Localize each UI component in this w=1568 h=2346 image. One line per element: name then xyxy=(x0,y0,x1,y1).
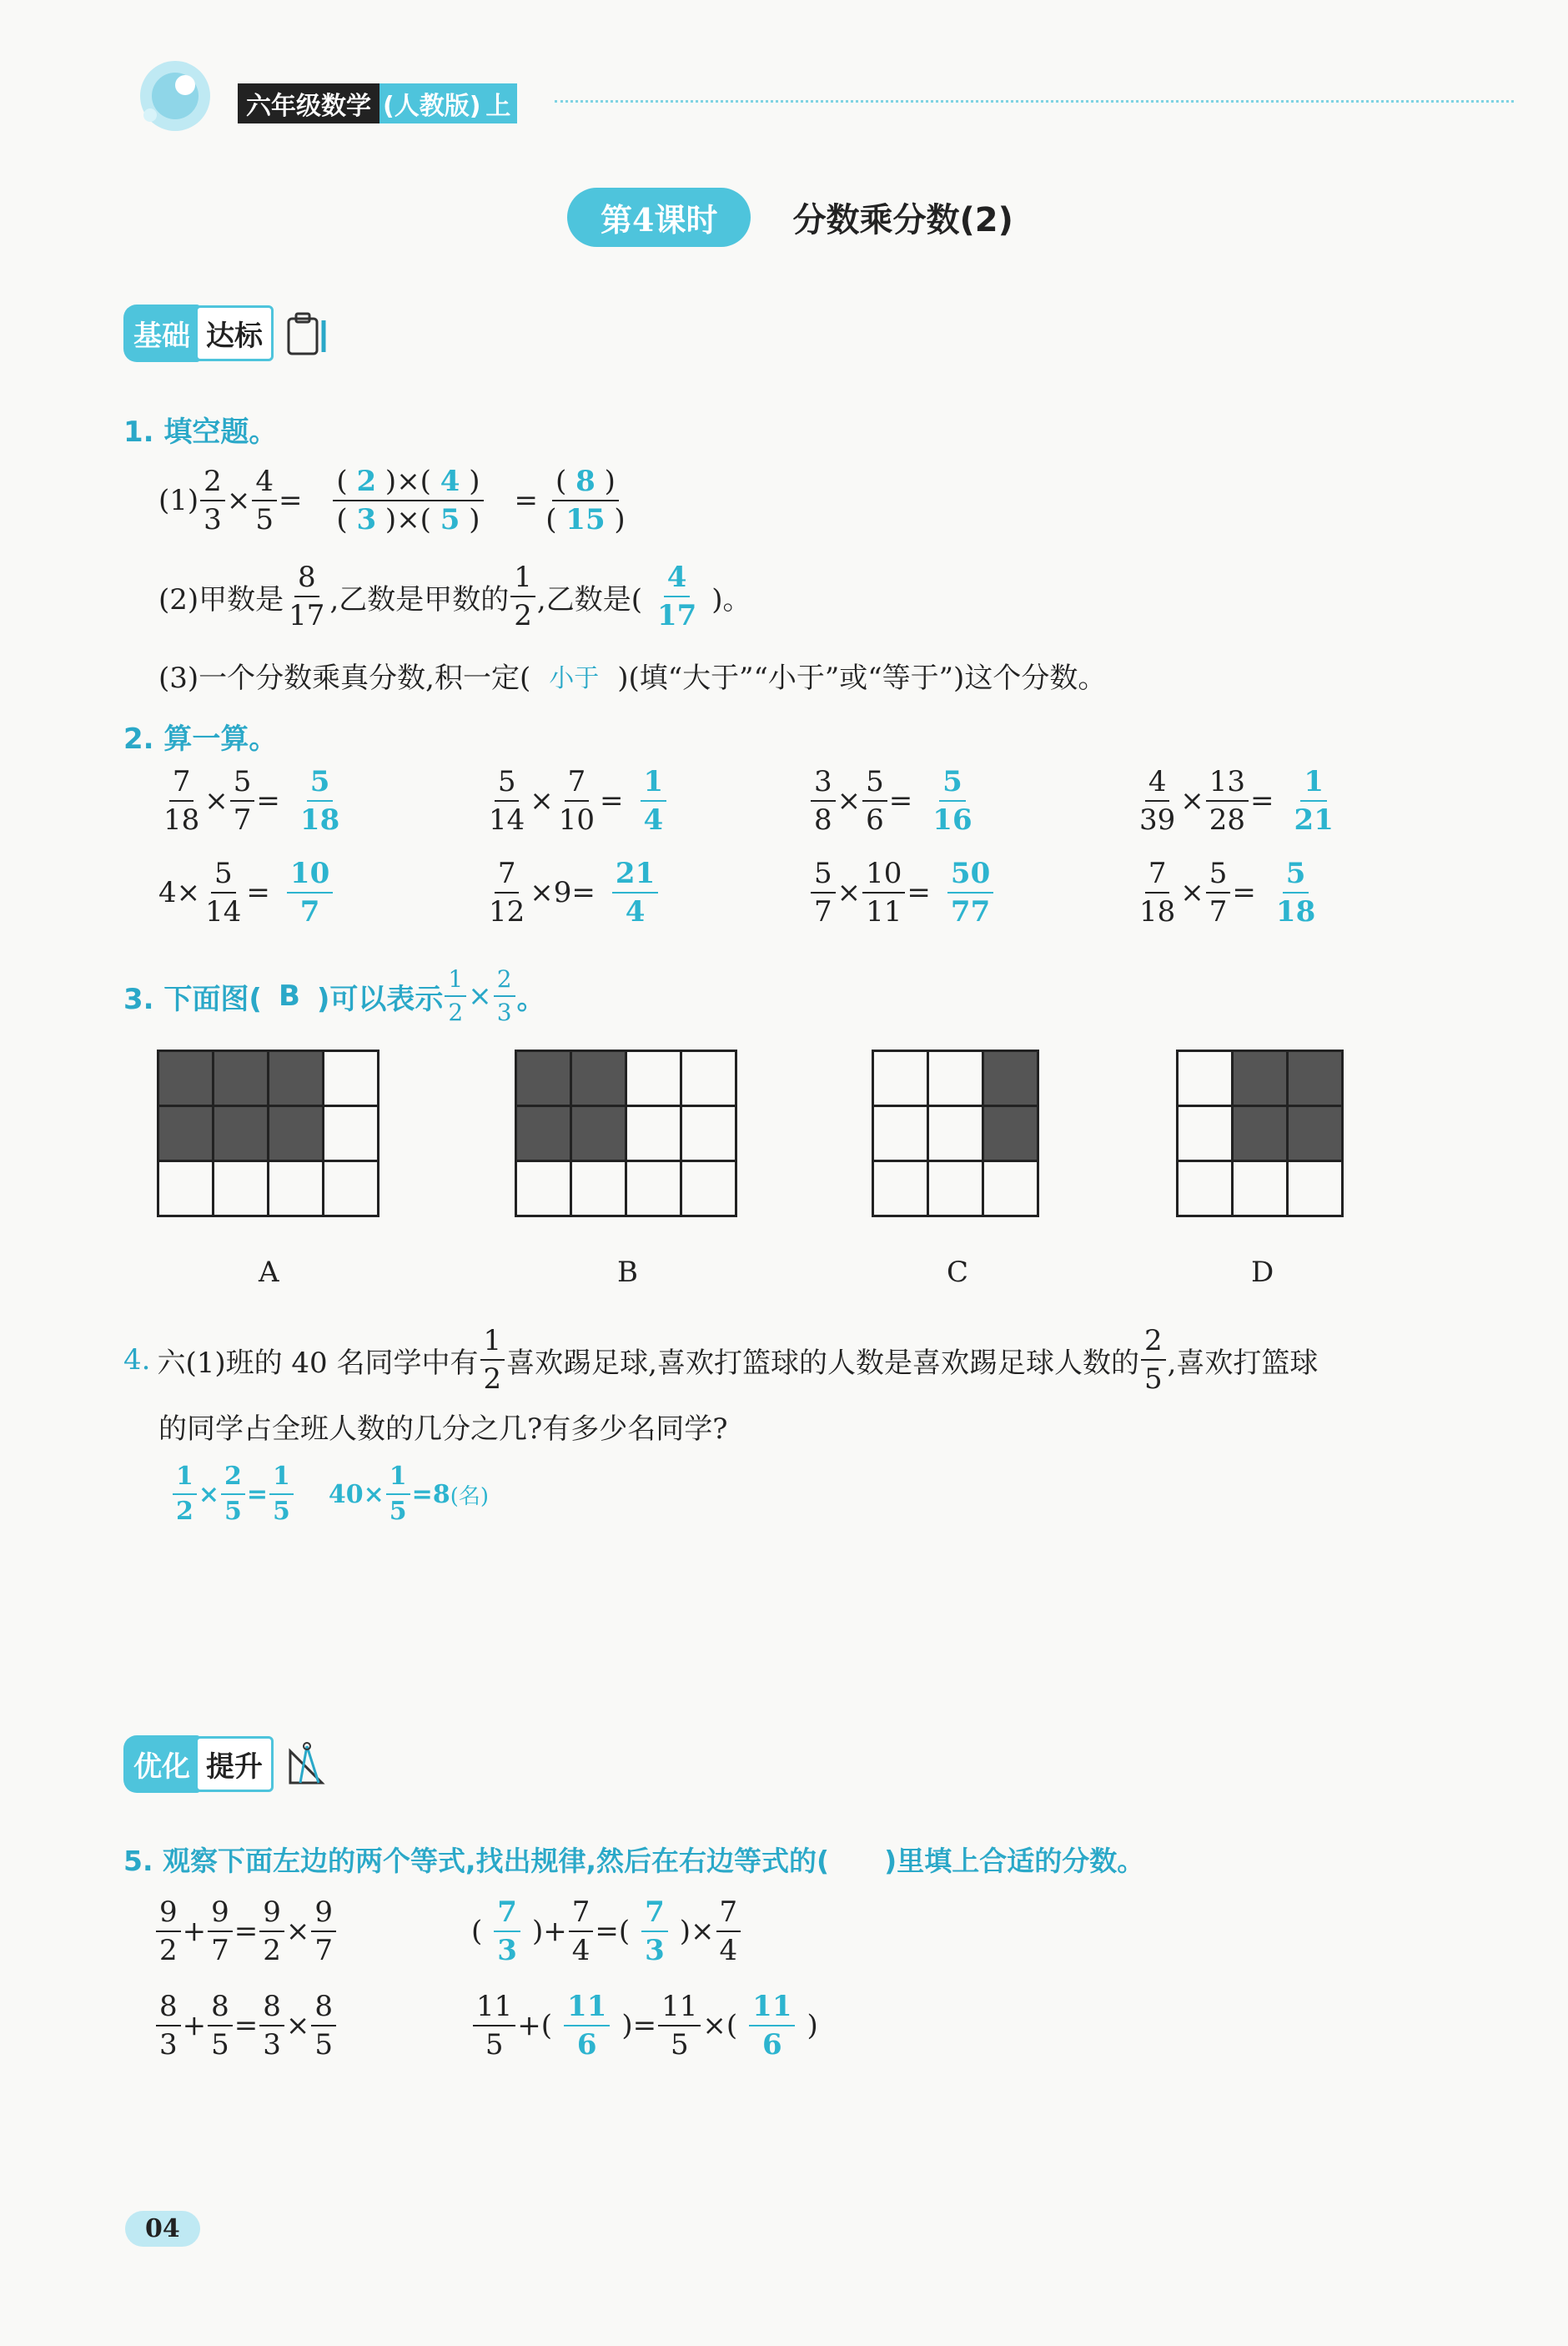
frac-den: 18 xyxy=(1139,895,1176,929)
calc-item: $\frac{4}{39}$ × $\frac{13}{28}$ = 1 21 xyxy=(1134,768,1460,834)
frac-den: 5 xyxy=(1143,1362,1163,1396)
answer: 18 xyxy=(299,803,340,837)
frac-num: 1 xyxy=(173,1464,197,1495)
result: 8 xyxy=(432,1479,450,1509)
whole: 4 xyxy=(158,876,177,909)
answer: 4 xyxy=(440,465,460,498)
frac-num: 8 xyxy=(208,1992,233,2026)
answer: 8 xyxy=(575,465,596,498)
header-book: 六年级数学 xyxy=(238,83,379,123)
frac-den: 14 xyxy=(205,895,242,929)
frac-den: 7 xyxy=(814,895,832,929)
q1-p2 xyxy=(158,563,751,630)
answer: 7 xyxy=(494,1898,520,1932)
frac-den: 3 xyxy=(263,2028,281,2062)
frac-den: 10 xyxy=(558,803,596,837)
q3-end: 。 xyxy=(516,982,545,1016)
q5-right-row2: $\frac{11}{5}$ +( 11 6 )= $\frac{11}{5}$ ×( 11 6 ) xyxy=(471,1992,818,2059)
frac-den: 3 xyxy=(204,503,222,536)
header-edition: (人教版) xyxy=(379,83,484,123)
text: )(填“大于”“小于”或“等于”)这个分数。 xyxy=(617,662,1107,695)
frac-num: 7 xyxy=(716,1898,741,1932)
frac-den: 5 xyxy=(485,2028,504,2062)
text: (3)一个分数乘真分数,积一定( xyxy=(158,662,531,695)
answer: 3 xyxy=(497,1934,517,1967)
frac-den: 7 xyxy=(211,1934,229,1967)
q4-line1 xyxy=(123,1324,1319,1396)
frac-num: 4 xyxy=(252,467,277,501)
answer: 4 xyxy=(625,895,646,929)
header-logo xyxy=(125,50,225,133)
frac-num: 9 xyxy=(208,1898,233,1932)
q5-left-row2: $\frac{8}{3}$ + $\frac{8}{5}$ = $\frac{8}{3}$ × $\frac{8}{5}$ xyxy=(154,1992,338,2059)
frac-num: 1 xyxy=(510,563,535,597)
answer: 77 xyxy=(950,895,991,929)
answer: 5 xyxy=(939,768,966,802)
frac-den: 6 xyxy=(866,803,884,837)
frac-num: 7 xyxy=(565,768,590,802)
frac-num: 5 xyxy=(495,768,520,802)
frac-num: 7 xyxy=(569,1898,594,1932)
frac-num: 5 xyxy=(211,859,236,894)
frac-num: 1 xyxy=(480,1327,505,1361)
frac-num: 5 xyxy=(811,859,836,894)
frac-den: 5 xyxy=(314,2028,334,2062)
frac-den: 2 xyxy=(263,1934,281,1967)
frac-num: 9 xyxy=(259,1898,284,1932)
q1-p1: (1) $\frac{2}{3}$ × $\frac{4}{5}$ = ( 2 )×( 4 ) ( 3 )×( 5 ) = ( 8 ) ( 15 ) xyxy=(158,465,626,536)
frac-num: 8 xyxy=(259,1992,284,2026)
frac-num: 5 xyxy=(230,768,255,802)
text: 六(1)班的 40 名同学中有 xyxy=(157,1346,479,1380)
answer: 10 xyxy=(287,859,333,894)
unit: (名) xyxy=(450,1483,489,1509)
answer: 5 xyxy=(307,768,334,802)
answer: 6 xyxy=(576,2028,597,2062)
frac-den: 17 xyxy=(289,599,325,632)
figure-label-c: C xyxy=(947,1256,969,1289)
frac-num: 8 xyxy=(294,563,319,597)
frac-num: 5 xyxy=(862,768,887,802)
frac-den: 2 xyxy=(176,1497,193,1526)
text: (2)甲数是 xyxy=(158,582,284,617)
answer: 5 xyxy=(440,503,460,536)
answer: 7 xyxy=(641,1898,668,1932)
globe-logo-icon xyxy=(125,50,225,133)
calc-item: $\frac{3}{8}$ × $\frac{5}{6}$ = 5 16 xyxy=(809,768,1134,834)
frac-num: 8 xyxy=(311,1992,336,2026)
calc-item: $\frac{7}{18}$ × $\frac{5}{7}$ = 5 18 xyxy=(1134,859,1460,926)
lesson-badge: 第4课时 xyxy=(567,188,751,247)
frac-num: 7 xyxy=(1145,859,1170,894)
frac-num: 1 xyxy=(386,1464,410,1495)
frac-num: 13 xyxy=(1206,768,1249,802)
frac-den: 8 xyxy=(814,803,832,837)
q2-title: 2. 算一算。 xyxy=(123,722,278,756)
q5-right-row1: ( 7 3 )+ $\frac{7}{4}$ =( 7 3 )× $\frac{7}{4}$ xyxy=(471,1898,742,1965)
frac-num: 11 xyxy=(473,1992,515,2026)
frac-den: 3 xyxy=(159,2028,178,2062)
frac-num: 4 xyxy=(1145,768,1170,802)
frac-den: 4 xyxy=(719,1934,738,1967)
frac-den: 5 xyxy=(255,503,274,536)
q4-answer: $\frac{1}{2}$ × $\frac{2}{5}$ = $\frac{1}{5}$ 40 × $\frac{1}{5}$ = 8 (名) xyxy=(171,1464,489,1524)
frac-num: 10 xyxy=(862,859,905,894)
calc-item: $\frac{7}{18}$ × $\frac{5}{7}$ = 5 18 xyxy=(158,768,484,834)
q4-line2: 的同学占全班人数的几分之几?有多少名同学? xyxy=(158,1412,728,1446)
frac-num: 5 xyxy=(1206,859,1231,894)
frac-den: 5 xyxy=(273,1497,290,1526)
frac-den: 2 xyxy=(159,1934,178,1967)
answer: 5 xyxy=(1283,859,1309,894)
answer: 3 xyxy=(356,503,377,536)
frac-num: 8 xyxy=(156,1992,181,2026)
frac-den: 2 xyxy=(514,599,532,632)
frac-den: 14 xyxy=(489,803,525,837)
section-improve-badge xyxy=(123,1735,332,1793)
frac-den: 5 xyxy=(389,1497,407,1526)
clipboard-icon xyxy=(282,309,332,359)
answer: 21 xyxy=(612,859,658,894)
answer: 7 xyxy=(299,895,320,929)
text: )。 xyxy=(711,582,751,617)
text: ,乙数是( xyxy=(536,582,642,617)
figure-c xyxy=(872,1050,1039,1217)
frac-den: 28 xyxy=(1209,803,1246,837)
answer: 11 xyxy=(564,1992,610,2026)
calc-item: $\frac{5}{14}$ × $\frac{7}{10}$ = 1 4 xyxy=(484,768,809,834)
frac-den: 18 xyxy=(163,803,200,837)
q5-left-row1: $\frac{9}{2}$ + $\frac{9}{7}$ = $\frac{9}{2}$ × $\frac{9}{7}$ xyxy=(154,1898,338,1965)
section-improve-b: 提升 xyxy=(195,1736,274,1792)
page-number: 04 xyxy=(145,2214,180,2243)
q2-grid xyxy=(158,765,1460,929)
frac-num: 2 xyxy=(221,1464,245,1495)
figure-label-a: A xyxy=(259,1256,279,1289)
calc-item: $\frac{5}{7}$ × $\frac{10}{11}$ = 50 77 xyxy=(809,859,1134,926)
frac-den: 5 xyxy=(211,2028,229,2062)
frac-den: 7 xyxy=(314,1934,334,1967)
answer: 11 xyxy=(749,1992,795,2026)
q4-number: 4. xyxy=(123,1343,151,1377)
section-basic-a: 基础 xyxy=(123,305,200,362)
page-number-badge xyxy=(125,2211,200,2247)
figure-d xyxy=(1176,1050,1344,1217)
frac-den: 5 xyxy=(224,1497,242,1526)
answer: 4 xyxy=(664,563,691,597)
q3-post: )可以表示 xyxy=(316,982,444,1016)
q3-title: 3. 下面图( B )可以表示 $\frac{1}{2}$ × $\frac{2}{3}$ 。 xyxy=(123,965,545,1026)
answer: 16 xyxy=(932,803,972,837)
answer: 1 xyxy=(1300,768,1327,802)
q5-title: 5. 观察下面左边的两个等式,找出规律,然后在右边等式的( )里填上合适的分数。 xyxy=(123,1845,1145,1877)
answer: 17 xyxy=(656,599,697,632)
frac-den: 12 xyxy=(489,895,525,929)
frac-num: 1 xyxy=(445,968,466,997)
calc-item: 4 × $\frac{5}{14}$ = 10 7 xyxy=(158,859,484,926)
answer: 4 xyxy=(643,803,664,837)
frac-den: 2 xyxy=(483,1362,502,1396)
frac-den: 39 xyxy=(1139,803,1176,837)
q3-pre: 3. 下面图( xyxy=(123,982,262,1016)
frac-num: 2 xyxy=(200,467,225,501)
frac-num: 7 xyxy=(169,768,194,802)
header-volume: 上 xyxy=(484,83,517,123)
frac-den: 5 xyxy=(670,2028,689,2062)
frac-den: 7 xyxy=(1209,895,1228,929)
frac-num: 2 xyxy=(1141,1327,1166,1361)
figure-b xyxy=(515,1050,737,1217)
frac-den: 11 xyxy=(866,895,902,929)
section-basic-badge xyxy=(123,305,332,362)
frac-den: 3 xyxy=(496,999,512,1026)
frac-den: 7 xyxy=(233,803,252,837)
answer: 1 xyxy=(641,768,667,802)
q1-p1-label: (1) xyxy=(158,484,199,517)
answer: 小于 xyxy=(549,663,600,693)
figure-label-d: D xyxy=(1251,1256,1274,1289)
text: ,乙数是甲数的 xyxy=(329,582,510,617)
frac-den: 4 xyxy=(571,1934,591,1967)
q1-title: 1. 填空题。 xyxy=(123,415,278,449)
geometry-tools-icon xyxy=(282,1739,332,1790)
frac-num: 1 xyxy=(269,1464,294,1495)
frac-num: 2 xyxy=(494,968,515,997)
answer: 2 xyxy=(356,465,377,498)
frac-num: 11 xyxy=(658,1992,701,2026)
figure-label-b: B xyxy=(617,1256,638,1289)
header-dots xyxy=(555,100,1514,103)
q3-answer: B xyxy=(278,979,300,1013)
frac-num: 7 xyxy=(495,859,520,894)
text: ,喜欢打篮球 xyxy=(1167,1346,1319,1380)
answer: 18 xyxy=(1275,895,1316,929)
frac-num: 9 xyxy=(311,1898,336,1932)
answer: 3 xyxy=(645,1934,665,1967)
section-improve-a: 优化 xyxy=(123,1735,200,1793)
whole: 40 xyxy=(328,1479,364,1509)
header-bar xyxy=(238,83,517,123)
calc-item: $\frac{7}{12}$ × 9 = 21 4 xyxy=(484,859,809,926)
frac-num: 9 xyxy=(156,1898,181,1932)
section-basic-b: 达标 xyxy=(195,305,274,361)
frac-den: 2 xyxy=(448,999,464,1026)
answer: 15 xyxy=(565,503,606,536)
figure-a xyxy=(157,1050,379,1217)
q1-p3 xyxy=(158,655,1106,696)
text: 喜欢踢足球,喜欢打篮球的人数是喜欢踢足球人数的 xyxy=(506,1346,1139,1380)
lesson-header xyxy=(567,188,1013,247)
lesson-title: 分数乘分数(2) xyxy=(792,201,1013,239)
answer: 21 xyxy=(1294,803,1334,837)
answer: 6 xyxy=(761,2028,782,2062)
frac-num: 3 xyxy=(811,768,836,802)
whole: 9 xyxy=(553,876,572,909)
answer: 50 xyxy=(947,859,993,894)
